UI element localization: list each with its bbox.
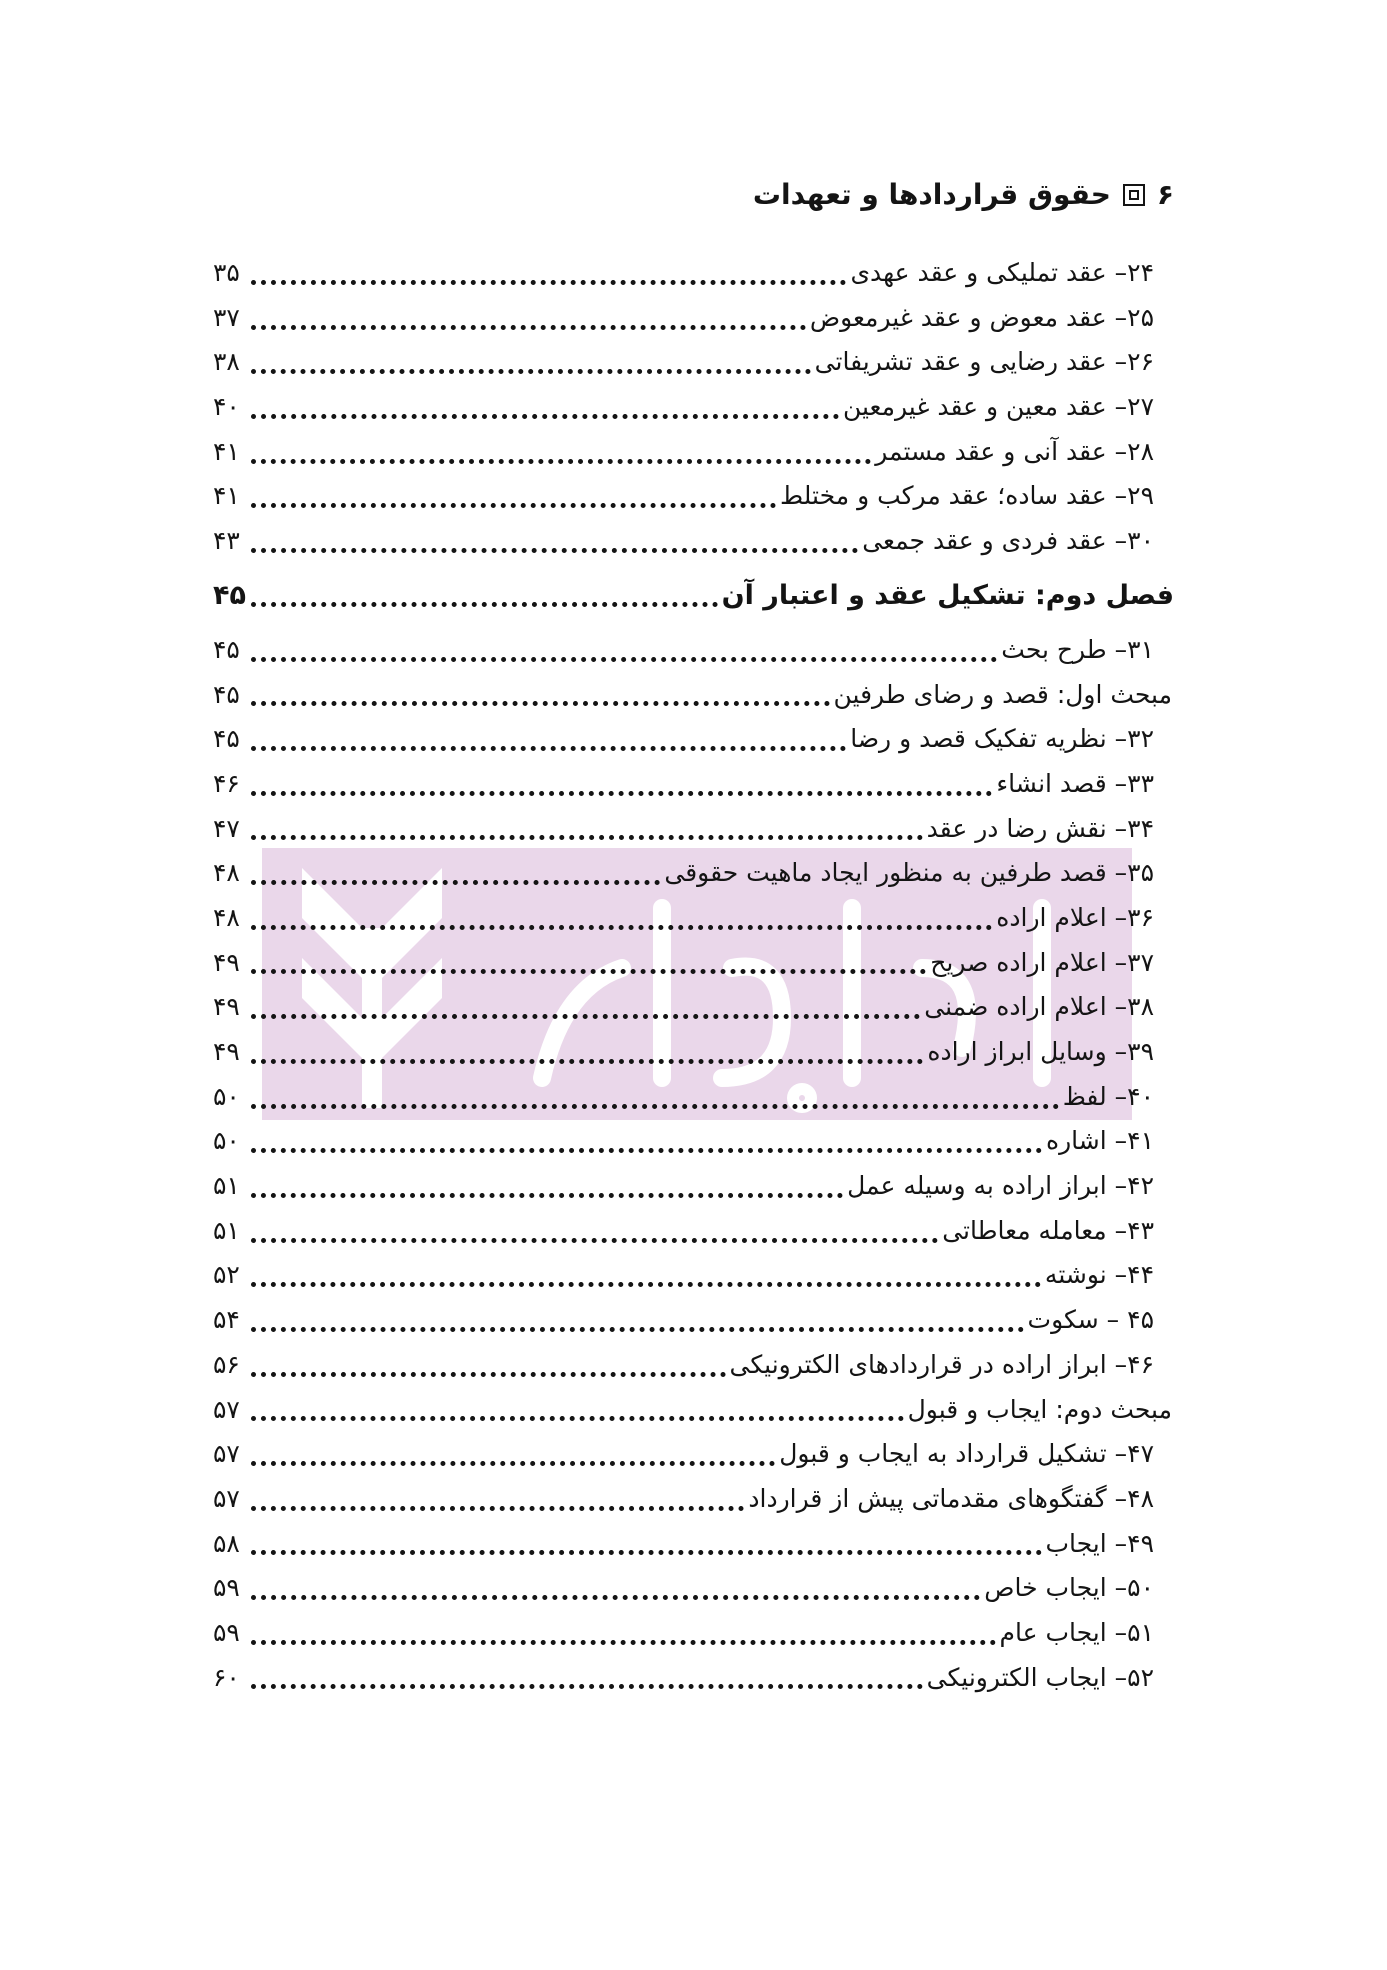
dot-leader <box>251 1461 775 1466</box>
toc-entry-page: ۵۶ <box>213 1349 240 1379</box>
toc-entry <box>213 474 1174 519</box>
toc-entry-title: ۴۰– لفظ <box>1062 1081 1154 1111</box>
dot-leader <box>251 602 718 607</box>
toc-entry-page: ۳۷ <box>213 302 240 332</box>
toc-entry <box>213 1209 1174 1254</box>
dot-leader <box>251 369 811 374</box>
dot-leader <box>251 280 846 285</box>
dot-leader <box>251 1684 923 1689</box>
toc-entry-title: ۴۵ – سکوت <box>1027 1305 1154 1335</box>
toc-entry <box>213 1298 1174 1343</box>
toc-entry-title: ۴۴– نوشته <box>1044 1260 1154 1290</box>
dot-leader <box>251 1506 744 1511</box>
dot-leader <box>251 1104 1059 1109</box>
dot-leader <box>251 701 830 706</box>
toc-entry <box>213 896 1174 941</box>
toc-entry-page: ۵۷ <box>213 1439 240 1469</box>
toc-entry-page: ۴۳ <box>213 526 240 556</box>
dot-leader <box>251 1550 1042 1555</box>
dot-leader <box>251 548 858 553</box>
toc-entry <box>213 1075 1174 1120</box>
toc-entry-page: ۵۴ <box>213 1305 240 1335</box>
toc-entry <box>213 1119 1174 1164</box>
dot-leader <box>251 657 997 662</box>
dot-leader <box>251 325 806 330</box>
toc-entry-title: ۳۴– نقش رضا در عقد <box>926 813 1154 843</box>
dot-leader <box>251 969 926 974</box>
toc-entry-title: ۳۵– قصد طرفین به منظور ایجاد ماهیت حقوقی <box>664 858 1154 888</box>
toc-entry-page: ۵۱ <box>213 1171 240 1201</box>
dot-leader <box>251 1416 904 1421</box>
toc-entry-page: ۴۱ <box>213 436 240 466</box>
dot-leader <box>251 1059 923 1064</box>
toc-entry-title: ۲۶– عقد رضایی و عقد تشریفاتی <box>814 347 1154 377</box>
toc-entry-page: ۳۸ <box>213 347 240 377</box>
toc-entry <box>213 762 1174 807</box>
dot-leader <box>251 459 871 464</box>
dot-leader <box>251 791 992 796</box>
toc-entry-page: ۵۷ <box>213 1394 240 1424</box>
toc-entry-page: ۴۹ <box>213 1037 240 1066</box>
toc-entry <box>213 1432 1174 1477</box>
toc-entry-page: ۴۷ <box>213 813 240 843</box>
toc-entry-title: ۳۹– وسایل ابراز اراده <box>927 1037 1154 1066</box>
toc-entry <box>213 1164 1174 1209</box>
toc-entry-title: ۵۲– ایجاب الکترونیکی <box>926 1662 1154 1692</box>
toc-entry-title: فصل دوم: تشکیل عقد و اعتبار آن <box>721 579 1174 611</box>
toc-entry-page: ۴۱ <box>213 481 240 511</box>
toc-entry-page: ۵۹ <box>213 1617 240 1647</box>
toc-entry <box>213 1477 1174 1522</box>
toc-entry <box>213 717 1174 762</box>
toc-section-entry <box>213 673 1174 718</box>
toc-entry-page: ۴۹ <box>213 992 240 1022</box>
toc-entry-title: مبحث اول: قصد و رضای طرفین <box>833 679 1172 709</box>
dot-leader <box>251 1238 938 1243</box>
toc-entry-title: ۳۰– عقد فردی و عقد جمعی <box>862 526 1154 556</box>
toc-entry <box>213 1343 1174 1388</box>
toc-entry-title: ۴۹– ایجاب <box>1045 1528 1154 1558</box>
toc-entry-page: ۴۰ <box>213 392 240 422</box>
toc-entry-title: ۳۶– اعلام اراده <box>996 902 1154 932</box>
toc-entry-page: ۴۸ <box>213 858 240 888</box>
toc-entry <box>213 851 1174 896</box>
toc-entry-title: ۳۷– اعلام اراده صریح <box>930 947 1154 977</box>
toc-entry <box>213 1522 1174 1567</box>
toc-entry-title: ۴۶– ابراز اراده در قراردادهای الکترونیکی <box>729 1349 1154 1379</box>
toc-chapter-entry <box>213 564 1174 628</box>
toc-entry-page: ۴۵ <box>213 679 240 709</box>
toc-entry-title: ۳۲– نظریه تفکیک قصد و رضا <box>850 724 1154 754</box>
toc-section-entry <box>213 1388 1174 1433</box>
toc-entry-title: ۳۳– قصد انشاء <box>996 768 1154 798</box>
toc-entry-page: ۵۲ <box>213 1260 240 1290</box>
dot-leader <box>251 414 839 419</box>
toc-entry-title: ۳۸– اعلام اراده ضمنی <box>924 992 1154 1022</box>
toc-entry <box>213 251 1174 296</box>
toc-entry <box>213 1656 1174 1701</box>
page-number: ۶ <box>1156 178 1174 211</box>
toc-entry-page: ۴۵ <box>213 724 240 754</box>
dot-leader <box>251 1327 1024 1332</box>
dot-leader <box>251 1014 920 1019</box>
toc-entry-title: ۲۹– عقد ساده؛ عقد مرکب و مختلط <box>780 481 1154 511</box>
toc-entry <box>213 941 1174 986</box>
toc-entry-page: ۴۹ <box>213 947 240 977</box>
toc-entry-page: ۵۰ <box>213 1081 240 1111</box>
toc-entry <box>213 385 1174 430</box>
toc-entry-page: ۴۵ <box>213 634 240 664</box>
toc-entry-page: ۵۹ <box>213 1573 240 1603</box>
toc-entry-title: ۵۱– ایجاب عام <box>999 1617 1154 1647</box>
toc-entry-title: ۲۷– عقد معین و عقد غیرمعین <box>842 392 1154 422</box>
toc-entry <box>213 1566 1174 1611</box>
dot-leader <box>251 746 846 751</box>
toc-entry <box>213 628 1174 673</box>
toc-entry-title: ۲۸– عقد آنی و عقد مستمر <box>875 436 1154 466</box>
page-header <box>753 178 1174 211</box>
toc-entry-page: ۵۰ <box>213 1126 240 1156</box>
square-ornament-icon <box>1123 184 1145 206</box>
toc-entry <box>213 296 1174 341</box>
toc-entry-title: ۴۲– ابراز اراده به وسیله عمل <box>847 1171 1154 1201</box>
toc-entry <box>213 340 1174 385</box>
toc-entry-title: ۳۱– طرح بحث <box>1001 634 1154 664</box>
dot-leader <box>251 1640 996 1645</box>
toc-entry-title: ۴۱– اشاره <box>1046 1126 1154 1156</box>
toc-entry <box>213 430 1174 475</box>
toc-entry-title: ۴۷– تشکیل قرارداد به ایجاب و قبول <box>779 1439 1154 1469</box>
toc-entry-page: ۶۰ <box>213 1662 240 1692</box>
toc-entry-title: ۵۰– ایجاب خاص <box>984 1573 1154 1603</box>
toc-entry-page: ۵۸ <box>213 1528 240 1558</box>
toc-entry-title: مبحث دوم: ایجاب و قبول <box>907 1394 1172 1424</box>
toc-entry-page: ۴۵ <box>213 579 246 611</box>
toc-entry-page: ۵۱ <box>213 1215 240 1245</box>
dot-leader <box>251 925 992 930</box>
toc-entry-page: ۵۷ <box>213 1483 240 1513</box>
dot-leader <box>251 1372 726 1377</box>
toc-entry-title: ۴۸– گفتگوهای مقدماتی پیش از قرارداد <box>748 1483 1154 1513</box>
book-title: حقوق قراردادها و تعهدات <box>752 178 1111 211</box>
toc-entry-title: ۴۳– معامله معاطاتی <box>942 1215 1154 1245</box>
toc-entry-title: ۲۴– عقد تملیکی و عقد عهدی <box>850 258 1154 287</box>
toc-entry <box>213 1030 1174 1075</box>
dot-leader <box>251 1595 980 1600</box>
toc-entry <box>213 985 1174 1030</box>
toc-entry-page: ۴۸ <box>213 902 240 932</box>
dot-leader <box>251 1193 843 1198</box>
table-of-contents <box>213 251 1174 1700</box>
dot-leader <box>251 835 923 840</box>
toc-entry <box>213 1253 1174 1298</box>
dot-leader <box>251 1148 1042 1153</box>
dot-leader <box>251 1282 1041 1287</box>
toc-entry-page: ۳۵ <box>213 258 240 287</box>
toc-entry <box>213 807 1174 852</box>
dot-leader <box>251 503 776 508</box>
toc-entry-page: ۴۶ <box>213 768 240 798</box>
toc-entry <box>213 1611 1174 1656</box>
toc-entry-title: ۲۵– عقد معوض و عقد غیرمعوض <box>809 302 1154 332</box>
toc-entry <box>213 519 1174 564</box>
dot-leader <box>251 880 660 885</box>
